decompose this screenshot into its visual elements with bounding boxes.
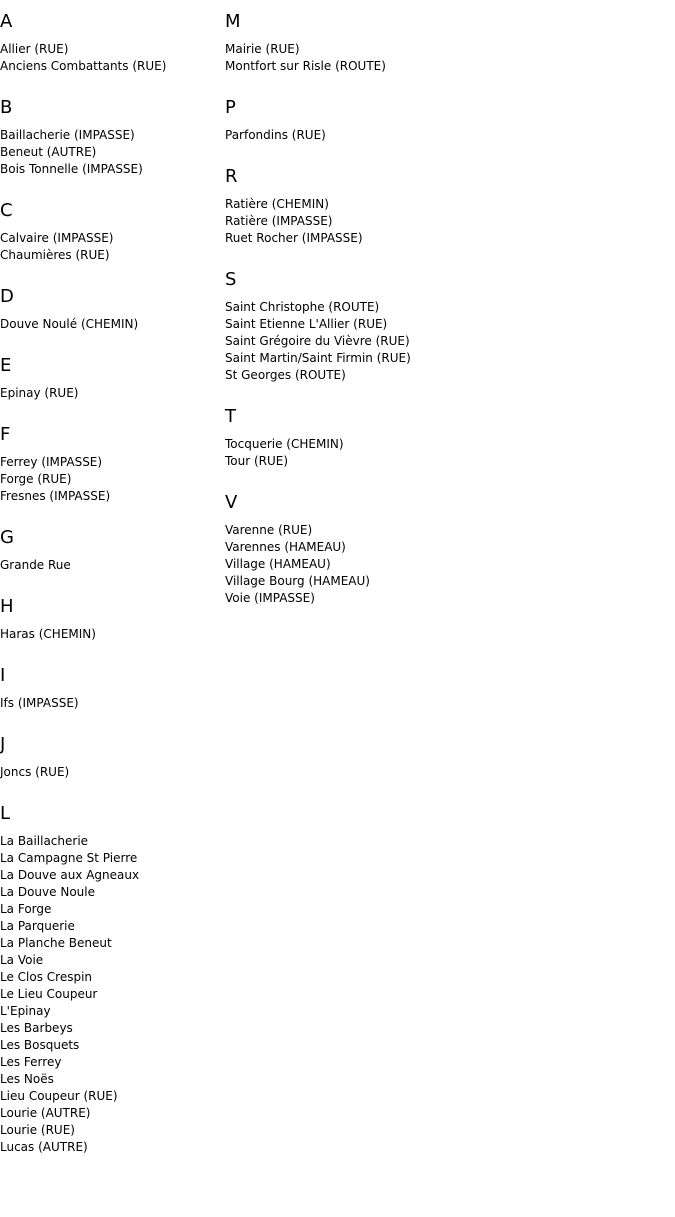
street-name-item: La Planche Beneut — [0, 936, 112, 950]
street-name-item: Douve Noulé (CHEMIN) — [0, 317, 139, 331]
street-name-item: Saint Martin/Saint Firmin (RUE) — [225, 351, 411, 365]
street-name-item: Ifs (IMPASSE) — [0, 696, 79, 710]
street-name-item: Ferrey (IMPASSE) — [0, 455, 103, 469]
street-list — [0, 385, 225, 402]
section-letter-heading: T — [225, 406, 236, 427]
street-name-item: Tour (RUE) — [225, 454, 289, 468]
street-name-item: Fresnes (IMPASSE) — [0, 489, 111, 503]
street-name-item: Mairie (RUE) — [225, 42, 300, 56]
street-name-item: La Voie — [0, 953, 44, 967]
street-name-item: Grande Rue — [0, 558, 71, 572]
street-name-item: Le Lieu Coupeur — [0, 987, 98, 1001]
street-list — [0, 127, 225, 178]
street-name-item: Saint Grégoire du Vièvre (RUE) — [225, 334, 410, 348]
section-letter-heading: S — [225, 269, 237, 290]
letter-section-f — [0, 424, 225, 505]
letter-section-i — [0, 665, 225, 712]
street-name-item: Lourie (AUTRE) — [0, 1106, 91, 1120]
section-letter-heading: F — [0, 424, 11, 445]
street-list — [225, 522, 525, 607]
letter-section-v — [225, 492, 525, 607]
section-letter-heading: V — [225, 492, 238, 513]
section-letter-heading: A — [0, 11, 13, 32]
letter-section-r — [225, 166, 525, 247]
section-letter-heading: E — [0, 355, 12, 376]
street-name-item: Voie (IMPASSE) — [225, 591, 315, 605]
street-name-item: Lourie (RUE) — [0, 1123, 75, 1137]
letter-section-d — [0, 286, 225, 333]
section-letter-heading: G — [0, 527, 14, 548]
section-letter-heading: D — [0, 286, 14, 307]
street-name-item: Les Ferrey — [0, 1055, 62, 1069]
street-name-item: La Douve Noule — [0, 885, 95, 899]
street-name-item: Parfondins (RUE) — [225, 128, 326, 142]
street-name-item: Les Noës — [0, 1072, 54, 1086]
street-name-item: Ratière (IMPASSE) — [225, 214, 333, 228]
street-name-item: St Georges (ROUTE) — [225, 368, 346, 382]
section-letter-heading: M — [225, 11, 241, 32]
street-name-item: Varennes (HAMEAU) — [225, 540, 346, 554]
street-list — [0, 316, 225, 333]
street-list — [0, 833, 225, 1156]
street-name-item: Forge (RUE) — [0, 472, 72, 486]
section-letter-heading: J — [0, 734, 6, 755]
street-list — [225, 436, 525, 470]
street-name-item: Village (HAMEAU) — [225, 557, 331, 571]
street-list — [225, 196, 525, 247]
street-name-item: Village Bourg (HAMEAU) — [225, 574, 370, 588]
street-name-item: Haras (CHEMIN) — [0, 627, 96, 641]
street-name-item: Ratière (CHEMIN) — [225, 197, 329, 211]
letter-section-g — [0, 527, 225, 574]
street-name-item: L'Epinay — [0, 1004, 51, 1018]
street-name-item: Lucas (AUTRE) — [0, 1140, 88, 1154]
street-name-item: La Parquerie — [0, 919, 75, 933]
letter-section-j — [0, 734, 225, 781]
street-list — [0, 557, 225, 574]
street-list — [0, 695, 225, 712]
letter-section-a — [0, 11, 225, 75]
street-list — [225, 127, 525, 144]
letter-section-p — [225, 97, 525, 144]
street-name-item: Tocquerie (CHEMIN) — [225, 437, 344, 451]
street-name-item: Beneut (AUTRE) — [0, 145, 97, 159]
letter-section-b — [0, 97, 225, 178]
street-list — [0, 764, 225, 781]
street-index-left-column — [0, 0, 225, 1156]
section-letter-heading: H — [0, 596, 14, 617]
street-name-item: Lieu Coupeur (RUE) — [0, 1089, 118, 1103]
street-name-item: Saint Christophe (ROUTE) — [225, 300, 380, 314]
street-name-item: La Forge — [0, 902, 52, 916]
street-name-item: La Douve aux Agneaux — [0, 868, 140, 882]
street-name-item: Ruet Rocher (IMPASSE) — [225, 231, 363, 245]
letter-section-c — [0, 200, 225, 264]
street-name-item: La Baillacherie — [0, 834, 89, 848]
section-letter-heading: P — [225, 97, 236, 118]
section-letter-heading: I — [0, 665, 6, 686]
section-letter-heading: L — [0, 803, 11, 824]
letter-section-t — [225, 406, 525, 470]
street-name-item: Varenne (RUE) — [225, 523, 313, 537]
street-list — [0, 454, 225, 505]
section-letter-heading: B — [0, 97, 13, 118]
street-name-item: Joncs (RUE) — [0, 765, 70, 779]
letter-section-e — [0, 355, 225, 402]
street-name-item: Bois Tonnelle (IMPASSE) — [0, 162, 143, 176]
section-letter-heading: C — [0, 200, 13, 221]
letter-section-l — [0, 803, 225, 1156]
street-index-right-column — [225, 0, 525, 607]
street-list — [0, 626, 225, 643]
street-list — [225, 41, 525, 75]
street-name-item: Montfort sur Risle (ROUTE) — [225, 59, 386, 73]
street-name-item: Anciens Combattants (RUE) — [0, 59, 167, 73]
street-name-item: La Campagne St Pierre — [0, 851, 138, 865]
street-list — [0, 41, 225, 75]
street-name-item: Calvaire (IMPASSE) — [0, 231, 114, 245]
letter-section-h — [0, 596, 225, 643]
street-name-item: Les Barbeys — [0, 1021, 73, 1035]
street-list — [0, 230, 225, 264]
letter-section-s — [225, 269, 525, 384]
street-list — [225, 299, 525, 384]
street-name-item: Allier (RUE) — [0, 42, 69, 56]
letter-section-m — [225, 11, 525, 75]
street-name-item: Chaumières (RUE) — [0, 248, 110, 262]
street-name-item: Saint Etienne L'Allier (RUE) — [225, 317, 388, 331]
street-name-item: Les Bosquets — [0, 1038, 80, 1052]
street-name-item: Epinay (RUE) — [0, 386, 79, 400]
street-name-item: Le Clos Crespin — [0, 970, 93, 984]
street-name-item: Baillacherie (IMPASSE) — [0, 128, 135, 142]
section-letter-heading: R — [225, 166, 238, 187]
